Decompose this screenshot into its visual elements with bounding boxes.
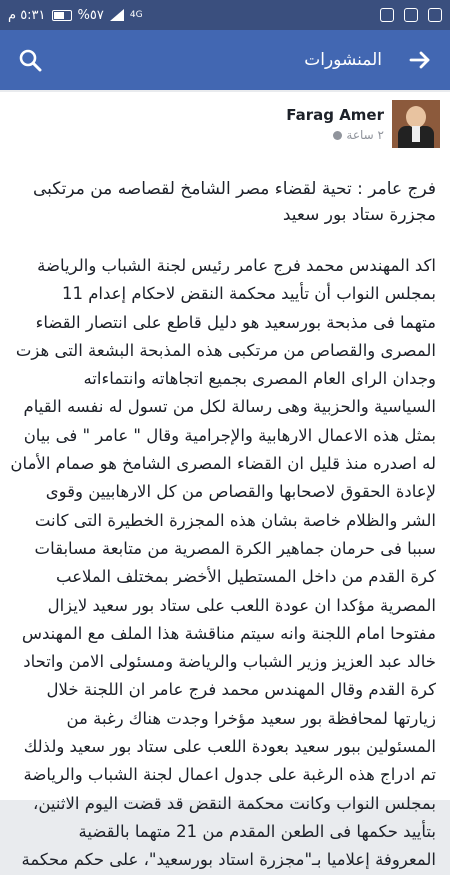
post-title: [14, 176, 436, 228]
avatar[interactable]: [392, 100, 440, 148]
status-bar: [0, 0, 450, 30]
network-type: 4G: [129, 10, 143, 20]
globe-icon: [333, 131, 342, 140]
post-body-line: بمجلس النواب وكانت محكمة النقض قد قضت اليوم الاثنين،: [33, 793, 436, 813]
post-body-line: مفتوحا امام اللجنة وانه سيتم مناقشة هذا الملف مع المهندس: [21, 623, 436, 643]
arrow-right-icon: [408, 48, 432, 72]
author-name[interactable]: Farag Amer: [286, 106, 384, 124]
post-header: [286, 100, 440, 148]
post-body-line: زيارتها لمحافظة بور سعيد مؤخرا وجدت هناك رغبة من: [66, 708, 436, 728]
post-body-line: سببا فى حرمان جماهير الكرة المصرية من متابعة مسابقات: [34, 538, 436, 558]
post-title-line: فرج عامر : تحية لقضاء مصر الشامخ لقصاصه من مرتكبى: [32, 179, 436, 199]
search-button[interactable]: [14, 44, 46, 76]
post-body-line: بمثل هذه الاعمال الارهابية والإجرامية وقال " عامر " فى بيان: [23, 425, 436, 445]
post-body-line: الشر والظلام خاصة بشان هذه المجزرة الخطيرة التى كانت: [34, 510, 436, 530]
app-bar: [0, 30, 450, 90]
post-body-line: تم ادراج هذه الرغبة على جدول اعمال لجنة الشباب والرياضة: [23, 765, 436, 785]
post-title-line: مجزرة ستاد بور سعيد: [282, 205, 436, 225]
post-body-line: بمجلس النواب أن تأييد محكمة النقض لاحكام إعدام 11: [61, 284, 436, 304]
image-notification-icon: [404, 8, 418, 22]
post-body-line: اكد المهندس محمد فرج عامر رئيس لجنة الشباب والرياضة: [37, 256, 436, 275]
page-title: المنشورات: [304, 50, 382, 70]
post-body: [10, 252, 436, 875]
post-body-line: له اصدره منذ قليل ان القضاء المصرى الشامخ هو صمام الأمان: [10, 454, 436, 474]
post-body-line: المصرية مؤكدا ان عودة اللعب على ستاد بور سعيد لايزال: [47, 595, 436, 615]
battery-icon: [52, 10, 72, 21]
post-meta: [286, 106, 384, 142]
post-body-line: خالد عبد العزيز وزير الشباب والرياضة ومسئولى الامن واتحاد: [23, 652, 436, 672]
time-display: ٥:٣١ م: [8, 7, 46, 23]
post-body-line: كرة القدم وقال المهندس محمد فرج عامر ان اللجنة خلال: [46, 680, 436, 700]
signal-icon: [110, 9, 124, 21]
post-body-line: متهما فى مذبحة بورسعيد هو دليل قاطع على انتصار القضاء: [35, 312, 436, 332]
post-body-line: السياسية والحزبية وهى رسالة لكل من تسول له نفسه القيام: [23, 397, 436, 417]
post-body-line: كرة القدم من داخل المستطيل الأخضر بمختلف الملاعب: [56, 567, 436, 587]
post-body-line: المعروفة إعلاميا بـ"مجزرة استاد بورسعيد"، على حكم محكمة: [21, 850, 436, 870]
post-body-line: لإعادة الحقوق لاصحابها والقصاص من كل الارهابيين وقوى: [45, 482, 436, 502]
status-left: [8, 8, 143, 23]
post-body-line: المسئولين ببور سعيد بعودة اللعب على ستاد بور سعيد ولذلك: [23, 737, 436, 757]
post-body-line: المصرى والقصاص من مرتكبى هذه المذبحة البشعة التى هزت: [15, 340, 436, 360]
post-time[interactable]: ٢ ساعة: [346, 128, 384, 142]
facebook-notification-icon: [428, 8, 442, 22]
post-body-line: بتأييد حكمها فى الطعن المقدم من 21 متهما بالقضية: [78, 821, 436, 841]
back-button[interactable]: [404, 44, 436, 76]
status-right: [380, 8, 442, 22]
battery-percent: %٥٧: [77, 7, 104, 23]
post-card: [0, 92, 450, 870]
notification-icon: [380, 8, 394, 22]
post-time-row: [286, 128, 384, 142]
search-icon: [18, 48, 42, 72]
post-body-line: وجدان الراى العام المصرى بجميع اتجاهاته وانتماءاته: [83, 369, 436, 389]
